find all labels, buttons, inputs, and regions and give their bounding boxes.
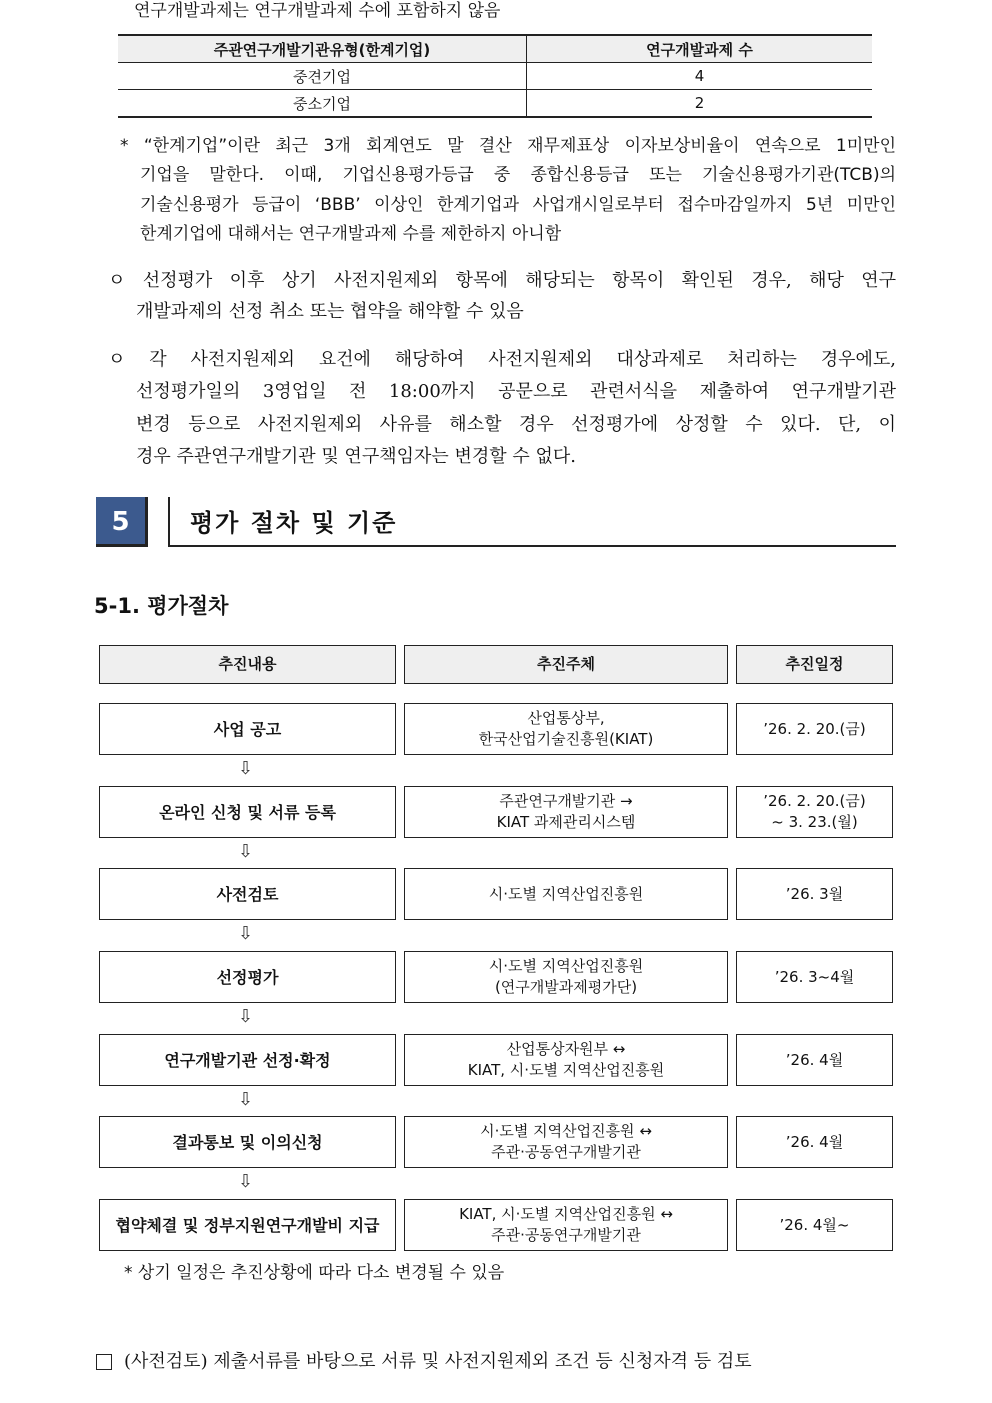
flow-step-subject-line: 시·도별 지역산업진흥원 xyxy=(488,884,644,903)
table-row xyxy=(118,63,872,90)
down-arrow-icon: ⇩ xyxy=(238,1006,254,1027)
flow-header-content: 추진내용 xyxy=(99,645,396,684)
schedule-note: * 상기 일정은 추진상황에 따라 다소 변경될 수 있음 xyxy=(124,1263,505,1283)
footnote-line: * “한계기업”이란 최근 3개 회계연도 말 결산 재무제표상 이자보상비율이 연속으로 1미만인 xyxy=(120,136,896,156)
flow-step-content: 연구개발기관 선정·확정 xyxy=(99,1034,396,1086)
flow-step-subject xyxy=(404,951,728,1003)
footnote-line: 기업을 말한다. 이때, 기업신용평가등급 중 종합신용등급 또는 기술신용평가기관(TCB)의 xyxy=(140,165,896,185)
section-divider xyxy=(168,497,170,547)
flow-step-content: 결과통보 및 이의신청 xyxy=(99,1116,396,1168)
bottom-line: (사전검토) 제출서류를 바탕으로 서류 및 사전지원제외 조건 등 신청자격 등 검토 xyxy=(124,1351,752,1372)
flow-step-subject xyxy=(404,1116,728,1168)
table-cell: 2 xyxy=(527,90,873,118)
subsection-title: 5-1. 평가절차 xyxy=(94,594,229,618)
flow-step-subject-line: 시·도별 지역산업진흥원 xyxy=(488,957,644,975)
down-arrow-icon: ⇩ xyxy=(238,841,254,862)
flow-step-subject-line: 주관·공동연구개발기관 xyxy=(491,1143,641,1161)
flow-step-schedule xyxy=(736,786,893,838)
bullet-line: ㅇ 선정평가 이후 상기 사전지원제외 항목에 해당되는 항목이 확인된 경우, 해당 연구 xyxy=(108,270,896,291)
flow-step-schedule xyxy=(736,703,893,755)
flow-step-subject-line: KIAT, 시·도별 지역산업진흥원 ↔ xyxy=(459,1205,673,1223)
flow-step-schedule xyxy=(736,868,893,920)
section-underline xyxy=(168,545,896,547)
bullet-line: 변경 등으로 사전지원제외 사유를 해소할 경우 선정평가에 상정할 수 있다. 단, 이 xyxy=(136,414,896,435)
flow-step-schedule-line: ’26. 2. 20.(금) xyxy=(763,719,866,738)
flow-step-subject-line: KIAT 과제관리시스템 xyxy=(496,813,636,831)
limit-table xyxy=(118,34,872,118)
flow-step-subject xyxy=(404,1034,728,1086)
table-header-cell: 주관연구개발기관유형(한계기업) xyxy=(118,35,527,63)
flow-step-content: 선정평가 xyxy=(99,951,396,1003)
flow-step-schedule xyxy=(736,1199,893,1251)
flow-step-schedule-line: ’26. 3월 xyxy=(785,884,844,903)
flow-step-subject-line: 산업통상부, xyxy=(527,709,605,727)
checkbox-icon xyxy=(96,1354,112,1370)
flow-step-subject-line: 주관·공동연구개발기관 xyxy=(491,1226,641,1244)
flow-step-subject-line: (연구개발과제평가단) xyxy=(494,978,638,996)
flow-header-subject: 추진주체 xyxy=(404,645,728,684)
flow-step-subject xyxy=(404,868,728,920)
bullet-line: 선정평가일의 3영업일 전 18:00까지 공문으로 관련서식을 제출하여 연구개발기관 xyxy=(136,381,896,402)
flow-step-schedule-line: ’26. 3~4월 xyxy=(774,967,855,986)
down-arrow-icon: ⇩ xyxy=(238,1171,254,1192)
table-header-cell: 연구개발과제 수 xyxy=(527,35,873,63)
footnote-line: 한계기업에 대해서는 연구개발과제 수를 제한하지 아니함 xyxy=(140,224,562,244)
down-arrow-icon: ⇩ xyxy=(238,923,254,944)
down-arrow-icon: ⇩ xyxy=(238,1089,254,1110)
flow-step-subject-line: 시·도별 지역산업진흥원 ↔ xyxy=(480,1122,652,1140)
flow-step-schedule-line: ~ 3. 23.(월) xyxy=(771,813,858,831)
flow-step-schedule-line: ’26. 2. 20.(금) xyxy=(763,792,866,810)
flow-step-subject xyxy=(404,1199,728,1251)
bullet-line: ㅇ 각 사전지원제외 요건에 해당하여 사전지원제외 대상과제로 처리하는 경우에도, xyxy=(108,349,896,370)
flow-step-content: 사전검토 xyxy=(99,868,396,920)
table-cell: 4 xyxy=(527,63,873,90)
flow-step-schedule xyxy=(736,1116,893,1168)
flow-step-subject-line: 주관연구개발기관 → xyxy=(499,792,633,810)
flow-step-content: 온라인 신청 및 서류 등록 xyxy=(99,786,396,838)
footnote-line: 기술신용평가 등급이 ‘BBB’ 이상인 한계기업과 사업개시일로부터 접수마감일까지 5년 미만인 xyxy=(140,195,896,215)
flow-step-schedule-line: ’26. 4월 xyxy=(785,1050,844,1069)
flow-step-schedule xyxy=(736,951,893,1003)
flow-step-subject-line: 한국산업기술진흥원(KIAT) xyxy=(478,730,654,748)
flow-step-subject-line: KIAT, 시·도별 지역산업진흥원 xyxy=(467,1061,665,1079)
flow-step-schedule xyxy=(736,1034,893,1086)
flow-step-subject xyxy=(404,703,728,755)
flow-step-content: 협약체결 및 정부지원연구개발비 지급 xyxy=(99,1199,396,1251)
flow-header-schedule: 추진일정 xyxy=(736,645,893,684)
bullet-line: 개발과제의 선정 취소 또는 협약을 해약할 수 있음 xyxy=(136,301,524,322)
bullet-line: 경우 주관연구개발기관 및 연구책임자는 변경할 수 없다. xyxy=(136,446,576,467)
flow-step-content: 사업 공고 xyxy=(99,703,396,755)
flow-step-schedule-line: ’26. 4월~ xyxy=(779,1215,850,1234)
section-title: 평가 절차 및 기준 xyxy=(190,509,398,537)
table-header-row xyxy=(118,35,872,63)
table-cell: 중견기업 xyxy=(118,63,527,90)
top-note: 연구개발과제는 연구개발과제 수에 포함하지 않음 xyxy=(134,1,501,21)
section-number-badge: 5 xyxy=(96,497,148,547)
table-cell: 중소기업 xyxy=(118,90,527,118)
table-row xyxy=(118,90,872,118)
down-arrow-icon: ⇩ xyxy=(238,758,254,779)
flow-step-subject xyxy=(404,786,728,838)
flow-step-subject-line: 산업통상자원부 ↔ xyxy=(506,1040,626,1058)
flow-step-schedule-line: ’26. 4월 xyxy=(785,1132,844,1151)
